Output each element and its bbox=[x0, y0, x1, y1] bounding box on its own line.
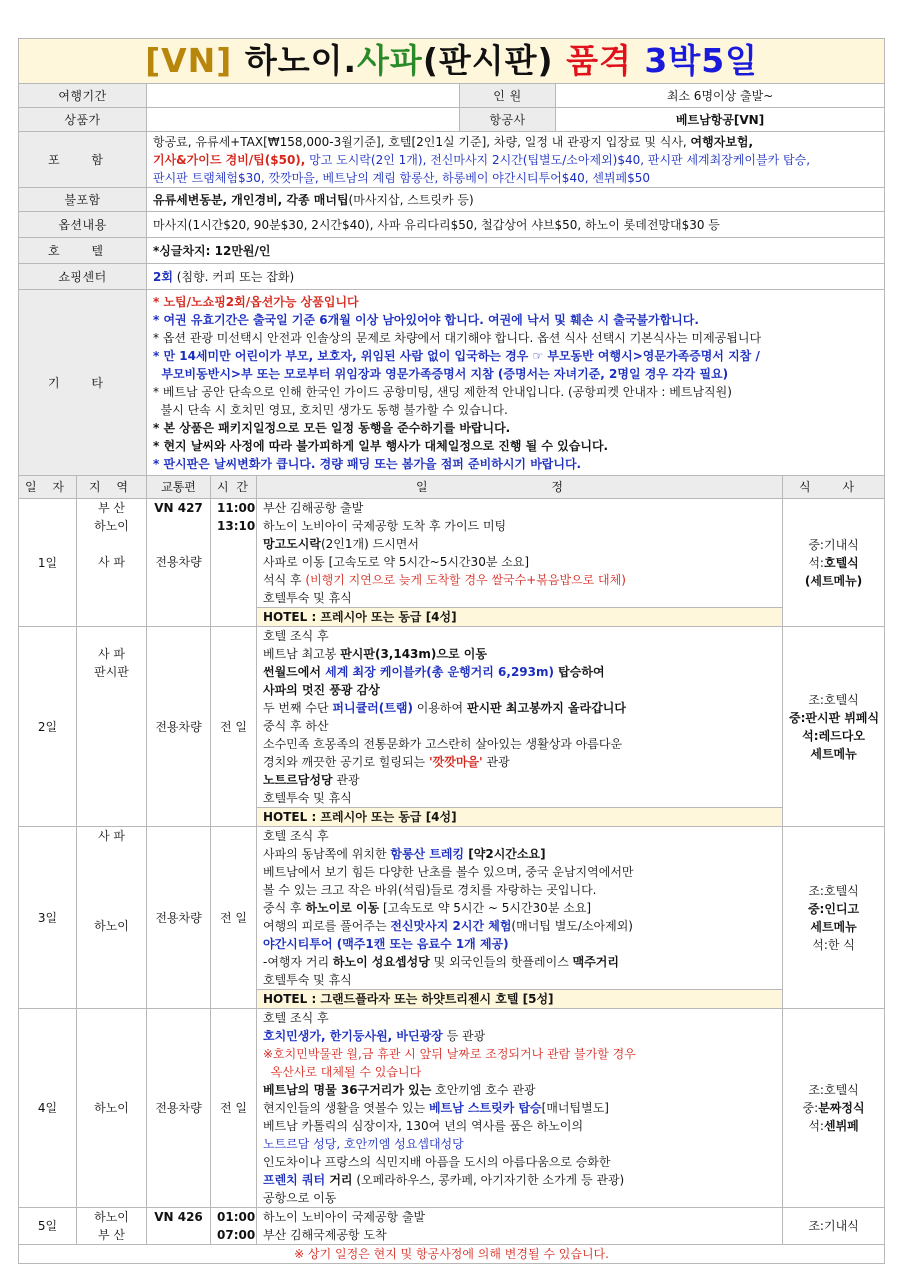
footer-note: ※ 상기 일정은 현지 및 항공사정에 의해 변경될 수 있습니다. bbox=[19, 1245, 885, 1264]
airline-label: 항공사 bbox=[460, 108, 556, 132]
exclude-label: 불포함 bbox=[19, 188, 147, 212]
period-label: 여행기간 bbox=[19, 84, 147, 108]
day5-schedule: 하노이 노비아이 국제공항 출발 부산 김해국제공항 도착 bbox=[257, 1208, 783, 1245]
exclude-value: 유류세변동분, 개인경비, 각종 매너팁(마사지삽, 스트릿카 등) bbox=[147, 188, 885, 212]
hotel-label: 호 텔 bbox=[19, 238, 147, 264]
option-value: 마사지(1시간$20, 90분$30, 2시간$40), 사파 유리다리$50, 철갑상어 샤브$50, 하노이 롯데전망대$30 등 bbox=[147, 212, 885, 238]
itinerary-sheet bbox=[18, 38, 884, 1264]
price-label: 상품가 bbox=[19, 108, 147, 132]
shop-value: 2회 (침향. 커피 또는 잡화) bbox=[147, 264, 885, 290]
people-label: 인 원 bbox=[460, 84, 556, 108]
day4-schedule: 호텔 조식 후 호치민생가, 한기둥사원, 바딘광장 등 관광 ※호치민박물관 월,금 휴관 시 앞뒤 날짜로 조정되거나 관람 불가할 경우 옥산사로 대체될 수 있습니다 베트남의 명물 36구거리가 있는 호안끼엠 호수 관광 현지인들의 생활을 엿볼수 있는 베트남 스트릿카 탑승[매너팁별도] 베트남 카톨릭의 심장이자, 130여 년의 역사를 품은 하노이의 노트르담 성당, 호안끼엠 성요셉대성당 인도차이나 프랑스의 식민지배 아픔을 도시의 아름다움으로 승화한 프렌치 쿼터 거리 (오페라하우스, 콩카페, 아기자기한 소가게 등 관광) 공항으로 이동 bbox=[257, 1009, 783, 1208]
include-label: 포 함 bbox=[19, 132, 147, 188]
day-row-5: 5일 하노이 부 산 VN 426 01:00 07:00 하노이 노비아이 국제공항 출발 부산 김해국제공항 도착 조:기내식 bbox=[19, 1208, 885, 1245]
itinerary-table bbox=[18, 38, 885, 1264]
day3-schedule: 호텔 조식 후 사파의 동남쪽에 위치한 함롱산 트레킹 [약2시간소요] 베트남에서 보기 힘든 다양한 난초를 볼수 있으며, 중국 운남지역에서만 볼 수 있는 크고 작은 바위(석림)들로 경치를 자랑하는 곳입니다. 중식 후 하노이로 이동 [고속도로 약 5시간 ~ 5시간30분 소요] 여행의 피로를 풀어주는 전신맛사지 2시간 체험(매너팁 별도/소아제외) 야간시티투어 (맥주1캔 또는 음료수 1개 제공) -여행자 거리 하노이 성요셉성당 및 외국인들의 핫플레이스 맥주거리 호텔투숙 및 휴식 bbox=[257, 827, 783, 990]
day2-schedule: 호텔 조식 후 베트남 최고봉 판시판(3,143m)으로 이동 썬월드에서 세계 최장 케이블카(총 운행거리 6,293m) 탑승하여 사파의 멋진 풍광 감상 두 번째 수단 퍼니큘러(트램) 이용하여 판시판 최고봉까지 올라갑니다 중식 후 하산 소수민족 흐몽족의 전통문화가 고스란히 살아있는 생활상과 아름다운 경치와 깨끗한 공기로 힐링되는 '깟깟마을' 관광 노트르담성당 관광 호텔투숙 및 휴식 bbox=[257, 627, 783, 808]
include-value: 항공료, 유류세+TAX[₩158,000-3월기준], 호텔[2인1실 기준], 차량, 일정 내 관광지 입장료 및 식사, 여행자보험, 기사&가이드 경비/팁($50), 망고 도시락(2인 1개), 전신마사지 2시간(팁별도/소아제외)$40, 판시판 세계최장케이블카 탑승, 판시판 트램체험$30, 깟깟마을, 베트남의 계림 함롱산, 하롱베이 야간시티투어$40, 센뷔페$50 bbox=[147, 132, 885, 188]
etc-label: 기 타 bbox=[19, 290, 147, 476]
option-label: 옵션내용 bbox=[19, 212, 147, 238]
hotel-value: *싱글차지: 12만원/인 bbox=[147, 238, 885, 264]
period-value bbox=[147, 84, 460, 108]
day1-hotel: HOTEL : 프레시아 또는 동급 [4성] bbox=[257, 608, 783, 627]
day3-hotel: HOTEL : 그랜드플라자 또는 하얏트리젠시 호텔 [5성] bbox=[257, 990, 783, 1009]
page-title: [VN] 하노이.사파(판시판) 품격 3박5일 bbox=[19, 39, 885, 84]
day-row-3: 3일 사 파 하노이 전용차량 전 일 호텔 조식 후 사파의 동남쪽에 위치한 함롱산 트레킹 [약2시간소요] 베트남에서 보기 힘든 다양한 난초를 볼수 있으며, 중국 운남지역에서만 볼 수 있는 크고 작은 바위(석림)들로 경치를 자랑하는 곳입니다. 중식 후 하노이로 이동 [고속도로 약 5시간 ~ 5시간30분 소요] 여행의 피로를 풀어주는 전신맛사지 2시간 체험(매너팁 별도/소아제외) 야간시티투어 (맥주1캔 또는 음료수 1개 제공) -여행자 거리 하노이 성요셉성당 및 외국인들의 핫플레이스 맥주거리 호텔투숙 및 휴식 조:호텔식 중:인디고 세트메뉴 석:한 식 bbox=[19, 827, 885, 990]
day-row-4: 4일 하노이 전용차량 전 일 호텔 조식 후 호치민생가, 한기둥사원, 바딘광장 등 관광 ※호치민박물관 월,금 휴관 시 앞뒤 날짜로 조정되거나 관람 불가할 경우 옥산사로 대체될 수 있습니다 베트남의 명물 36구거리가 있는 호안끼엠 호수 관광 현지인들의 생활을 엿볼수 있는 베트남 스트릿카 탑승[매너팁별도] 베트남 카톨릭의 심장이자, 130여 년의 역사를 품은 하노이의 노트르담 성당, 호안끼엠 성요셉대성당 인도차이나 프랑스의 식민지배 아픔을 도시의 아름다움으로 승화한 프렌치 쿼터 거리 (오페라하우스, 콩카페, 아기자기한 소가게 등 관광) 공항으로 이동 조:호텔식 중:분짜정식 석:센뷔페 bbox=[19, 1009, 885, 1208]
price-value bbox=[147, 108, 460, 132]
etc-notes: * 노팁/노쇼핑2회/옵션가능 상품입니다 * 여권 유효기간은 출국일 기준 6개월 이상 남아있어야 합니다. 여권에 낙서 및 훼손 시 출국불가합니다. * 옵션 관광 미선택시 안전과 인솔상의 문제로 차량에서 대기해야 합니다. 옵션 식사 선택시 기본식사는 미제공됩니다 * 만 14세미만 어린이가 부모, 보호자, 위임된 사람 없이 입국하는 경우 ☞ 부모동반 여행시>영문가족증명서 지참 / 부모비동반시>부 또는 모로부터 위임장과 영문가족증명서 지참 (증명서는 자녀기준, 2명일 경우 각각 필요) * 베트남 공안 단속으로 인해 한국인 가이드 공항미팅, 샌딩 제한적 안내입니다. (공항피켓 안내자 : 베트남직원) 불시 단속 시 호치민 영묘, 호치민 생가도 동행 불가할 수 있습니다. * 본 상품은 패키지일정으로 모든 일정 동행을 준수하기를 바랍니다. * 현지 날씨와 사정에 따라 불가피하게 일부 행사가 대체일정으로 진행 될 수 있습니다. * 판시판은 날씨변화가 큽니다. 경량 패딩 또는 봄가을 점퍼 준비하시기 바랍니다. bbox=[147, 290, 885, 476]
day2-hotel: HOTEL : 프레시아 또는 동급 [4성] bbox=[257, 808, 783, 827]
airline-value: 베트남항공[VN] bbox=[556, 108, 885, 132]
people-value: 최소 6명이상 출발~ bbox=[556, 84, 885, 108]
day-row-1: 1일 부 산 하노이 사 파 VN 427 전용차량 11:00 13:10 부산 김해공항 출발 하노이 노비아이 국제공항 도착 후 가이드 미팅 망고도시락(2인1개) 드시면서 사파로 이동 [고속도로 약 5시간~5시간30분 소요] 석식 후 (비행기 지연으로 늦게 도착할 경우 쌀국수+볶음밥으로 대체) 호텔투숙 및 휴식 중:기내식 석:호텔식 (세트메뉴) bbox=[19, 499, 885, 608]
shop-label: 쇼핑센터 bbox=[19, 264, 147, 290]
schedule-header: 일 자 지 역 교통편 시 간 일 정 식 사 bbox=[19, 476, 885, 499]
day-row-2: 2일 사 파 판시판 전용차량 전 일 호텔 조식 후 베트남 최고봉 판시판(3,143m)으로 이동 썬월드에서 세계 최장 케이블카(총 운행거리 6,293m) 탑승하여 사파의 멋진 풍광 감상 두 번째 수단 퍼니큘러(트램) 이용하여 판시판 최고봉까지 올라갑니다 중식 후 하산 소수민족 흐몽족의 전통문화가 고스란히 살아있는 생활상과 아름다운 경치와 깨끗한 공기로 힐링되는 '깟깟마을' 관광 노트르담성당 관광 호텔투숙 및 휴식 조:호텔식 중:판시판 뷔페식 석:레드다오 세트메뉴 bbox=[19, 627, 885, 808]
day1-schedule: 부산 김해공항 출발 하노이 노비아이 국제공항 도착 후 가이드 미팅 망고도시락(2인1개) 드시면서 사파로 이동 [고속도로 약 5시간~5시간30분 소요] 석식 후 (비행기 지연으로 늦게 도착할 경우 쌀국수+볶음밥으로 대체) 호텔투숙 및 휴식 bbox=[257, 499, 783, 608]
